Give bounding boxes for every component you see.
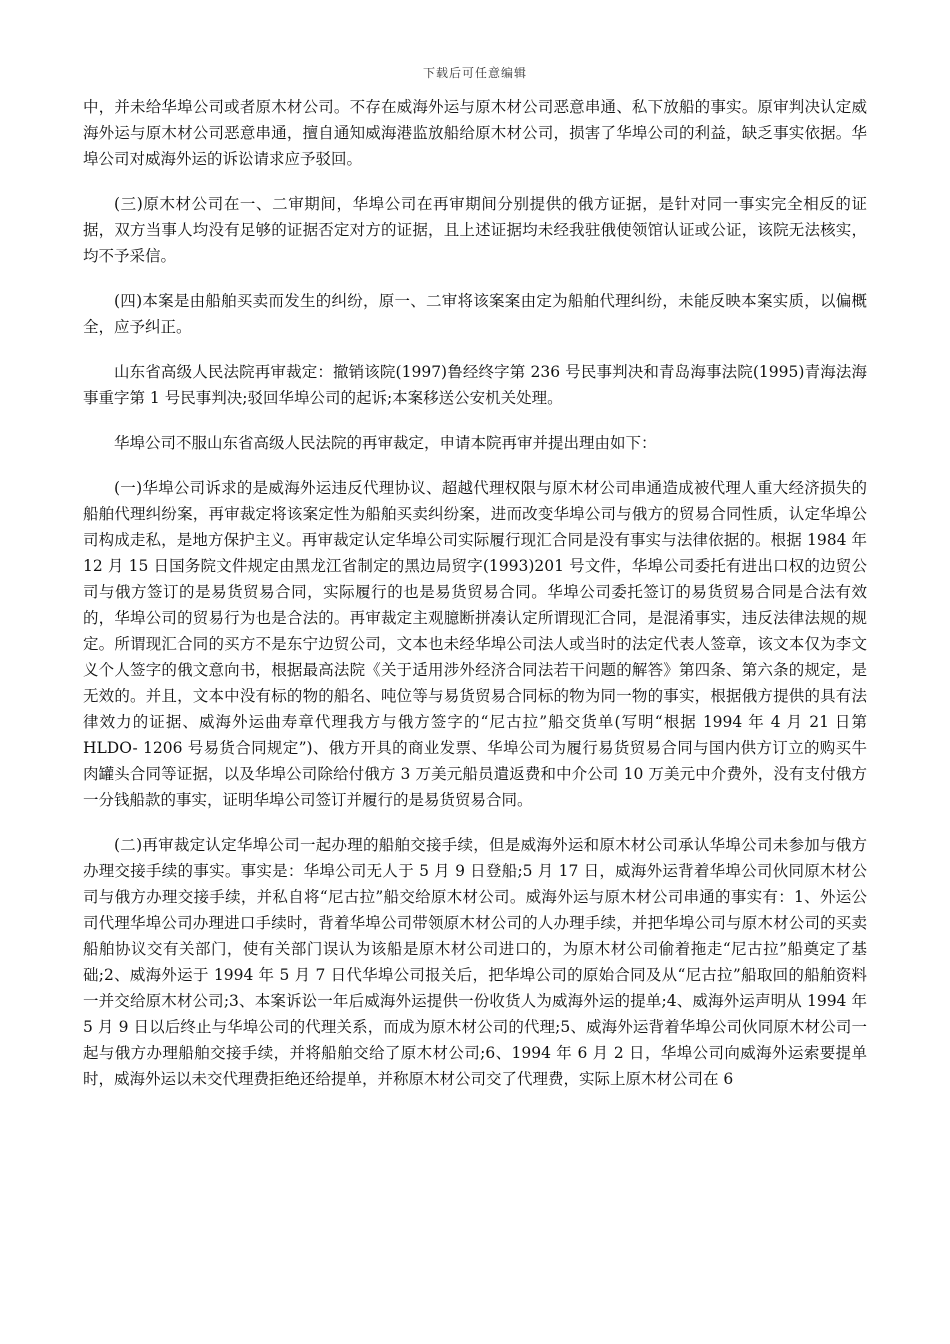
- document-body: [83, 94, 867, 1111]
- paragraph-5: 华埠公司不服山东省高级人民法院的再审裁定，申请本院再审并提出理由如下：: [114, 434, 657, 452]
- paragraph-6: (一)华埠公司诉求的是威海外运违反代理协议、超越代理权限与原木材公司串通造成被代理人重大经济损失的船舶代理纠纷案，再审裁定将该案定性为船舶买卖纠纷案，进而改变华埠公司与俄方的贸易合同性质，认定华埠公司构成走私，是地方保护主义。再审裁定认定华埠公司实际履行现汇合同是没有事实与法律依据的。根据 1984 年 12 月 15 日国务院文件规定由黑龙江省制定的黑边局贸字(1993)201 号文件，华埠公司委托有进出口权的边贸公司与俄方签订的是易货贸易合同，实际履行的也是易货贸易合同。华埠公司委托签订的易货贸易合同是合法有效的，华埠公司的贸易行为也是合法的。再审裁定主观臆断拼凑认定所谓现汇合同，是混淆事实，违反法律法规的规定。所谓现汇合同的买方不是东宁边贸公司，文本也未经华埠公司法人或当时的法定代表人签章，该文本仅为李文义个人签字的俄文意向书，根据最高法院《关于适用涉外经济合同法若干问题的解答》第四条、第六条的规定，是无效的。并且，文本中没有标的物的船名、吨位等与易货贸易合同标的物为同一物的事实，根据俄方提供的具有法律效力的证据、威海外运曲寿章代理我方与俄方签字的“尼古拉”船交货单(写明“根据 1994 年 4 月 21 日第 HLDO- 1206 号易货合同规定”)、俄方开具的商业发票、华埠公司为履行易货贸易合同与国内供方订立的购买牛肉罐头合同等证据，以及华埠公司除给付俄方 3 万美元船员遣返费和中介公司 10 万美元中介费外，没有支付俄方一分钱船款的事实，证明华埠公司签订并履行的是易货贸易合同。: [83, 479, 867, 809]
- paragraph-2: (三)原木材公司在一、二审期间，华埠公司在再审期间分别提供的俄方证据，是针对同一事实完全相反的证据，双方当事人均没有足够的证据否定对方的证据，且上述证据均未经我驻俄使领馆认证或公证，该院无法核实，均不予采信。: [83, 195, 867, 265]
- paragraph-3: (四)本案是由船舶买卖而发生的纠纷，原一、二审将该案案由定为船舶代理纠纷，未能反映本案实质，以偏概全，应予纠正。: [83, 292, 867, 336]
- page-header: 下载后可任意编辑: [422, 66, 527, 80]
- paragraph-7: (二)再审裁定认定华埠公司一起办理的船舶交接手续，但是威海外运和原木材公司承认华埠公司未参加与俄方办理交接手续的事实。事实是：华埠公司无人于 5 月 9 日登船;5 月 17 日，威海外运背着华埠公司伙同原木材公司与俄方办理交接手续，并私自将“尼古拉”船交给原木材公司。威海外运与原木材公司串通的事实有：1、外运公司代理华埠公司办理进口手续时，背着华埠公司带领原木材公司的人办理手续，并把华埠公司与原木材公司的买卖船舶协议交有关部门，使有关部门误认为该船是原木材公司进口的，为原木材公司偷着拖走“尼古拉”船奠定了基础;2、威海外运于 1994 年 5 月 7 日代华埠公司报关后，把华埠公司的原始合同及从“尼古拉”船取回的船舶资料一并交给原木材公司;3、本案诉讼一年后威海外运提供一份收货人为威海外运的提单;4、威海外运声明从 1994 年 5 月 9 日以后终止与华埠公司的代理关系，而成为原木材公司的代理;5、威海外运背着华埠公司伙同原木材公司一起与俄方办理船舶交接手续，并将船舶交给了原木材公司;6、1994 年 6 月 2 日，华埠公司向威海外运索要提单时，威海外运以未交代理费拒绝还给提单，并称原木材公司交了代理费，实际上原木材公司在 6: [83, 836, 867, 1088]
- paragraph-1: 中，并未给华埠公司或者原木材公司。不存在威海外运与原木材公司恶意串通、私下放船的事实。原审判决认定威海外运与原木材公司恶意串通，擅自通知威海港监放船给原木材公司，损害了华埠公司的利益，缺乏事实依据。华埠公司对威海外运的诉讼请求应予驳回。: [83, 98, 867, 168]
- paragraph-4: 山东省高级人民法院再审裁定：撤销该院(1997)鲁经终字第 236 号民事判决和青岛海事法院(1995)青海法海事重字第 1 号民事判决;驳回华埠公司的起诉;本案移送公安机关处理。: [83, 363, 867, 407]
